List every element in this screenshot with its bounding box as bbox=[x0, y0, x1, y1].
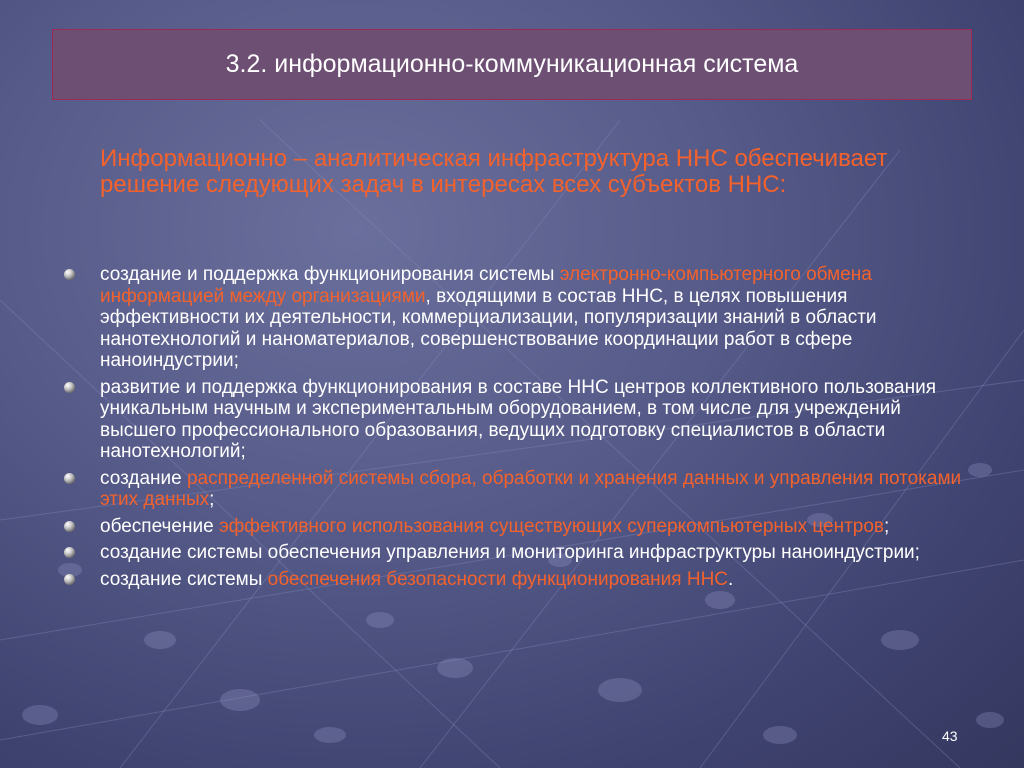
bullet-text: , входящими в состав ННС, в целях повышения эффективности их деятельности, коммерциализации, популяризации знаний в области нанотехнологий и наноматериалов, совершенствование координации работ в сфере наноиндустрии; bbox=[100, 285, 877, 371]
bullet-icon bbox=[64, 574, 75, 585]
bullet-text: обеспечение bbox=[100, 515, 219, 537]
bullet-icon bbox=[64, 547, 75, 558]
bullet-item bbox=[62, 264, 982, 372]
highlighted-text: распределенной системы сбора, обработки и хранения данных и управления потоками этих данных bbox=[100, 467, 962, 510]
bullet-icon bbox=[64, 269, 75, 280]
highlighted-text: эффективного использования существующих суперкомпьютерных центров bbox=[218, 515, 884, 537]
highlighted-text: электронно-компьютерного обмена информацией между организациями bbox=[100, 264, 872, 307]
highlighted-text: обеспечения безопасности функционирования ННС bbox=[267, 568, 729, 590]
bullet-text: . bbox=[728, 568, 734, 590]
intro-text: Информационно – аналитическая инфраструктура ННС обеспечивает решение следующих задач в интересах всех субъектов ННС: bbox=[100, 145, 888, 198]
bullet-item bbox=[62, 542, 982, 564]
bullet-item bbox=[62, 569, 982, 591]
title-box bbox=[52, 29, 972, 100]
bullet-icon bbox=[64, 382, 75, 393]
bullet-icon bbox=[64, 473, 75, 484]
bullet-item bbox=[62, 377, 982, 463]
bullet-text: создание и поддержка функционирования системы bbox=[100, 264, 560, 285]
bullet-text: создание системы обеспечения управления и мониторинга инфраструктуры наноиндустрии; bbox=[100, 542, 920, 563]
slide-title: 3.2. информационно-коммуникационная система bbox=[225, 50, 799, 78]
bullet-icon bbox=[64, 521, 75, 532]
bullet-item bbox=[62, 516, 982, 538]
bullet-list bbox=[62, 264, 982, 595]
bullet-text: ; bbox=[209, 489, 215, 510]
page-number: 43 bbox=[942, 728, 958, 744]
bullet-text: создание системы bbox=[100, 568, 268, 590]
bullet-text: создание bbox=[100, 467, 187, 489]
bullet-text: развитие и поддержка функционирования в составе ННС центров коллективного пользования уникальным научным и экспериментальным оборудованием, в том числе для учреждений высшего профессионального образования, ведущих подготовку специалистов в области нанотехнологий; bbox=[100, 376, 936, 462]
bullet-item bbox=[62, 468, 982, 511]
bullet-text: ; bbox=[884, 515, 890, 537]
